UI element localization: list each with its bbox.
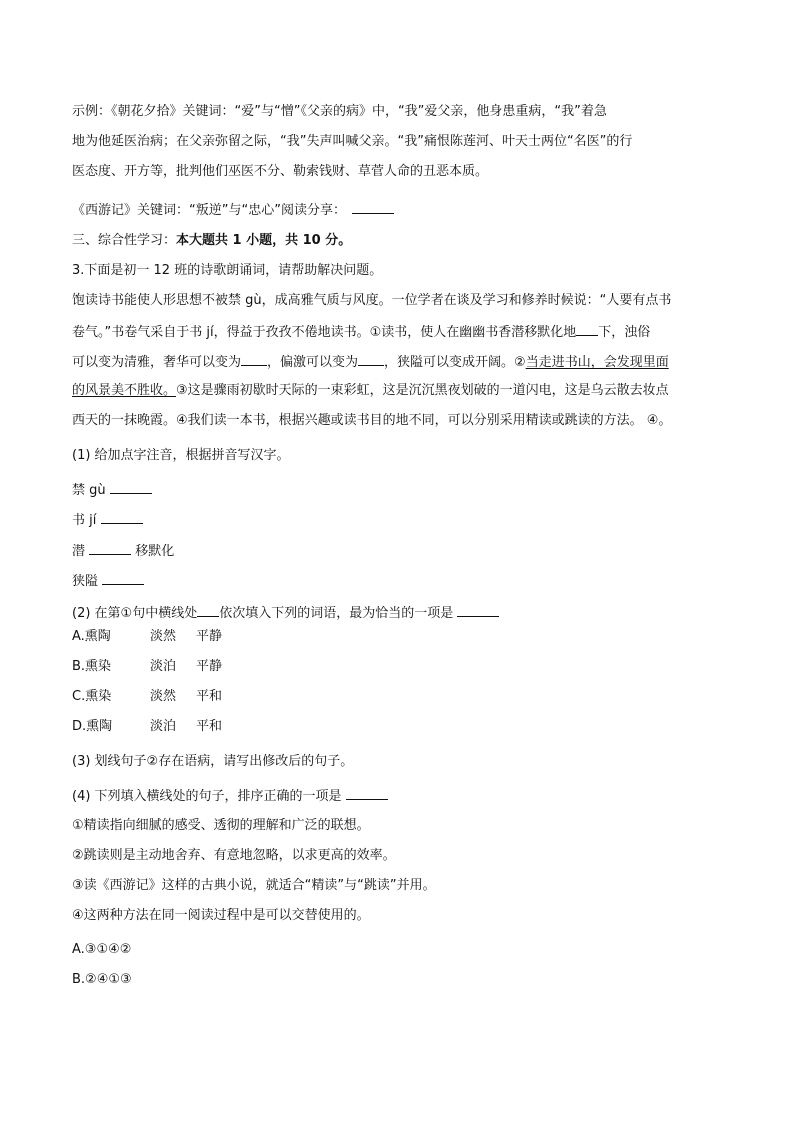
- passage-blank-3[interactable]: [358, 352, 384, 366]
- sub-question-2-prompt: [72, 603, 499, 623]
- passage-line-3-b: ，偏激可以变为: [267, 355, 359, 370]
- passage-blank-1[interactable]: [576, 322, 598, 336]
- underlined-sentence-2-part-2: 的风景美不胜收。: [72, 383, 177, 398]
- sub4-option-a[interactable]: A.③①④②: [72, 942, 132, 957]
- passage-line-3-a: 可以变为清雅，奢华可以变为: [72, 355, 242, 370]
- section-3-heading-bold: 本大题共 1 小题，共 10 分。: [176, 233, 352, 248]
- answer-blank[interactable]: [457, 603, 499, 617]
- sub4-prompt-text: (4) 下列填入横线处的句子，排序正确的一项是: [72, 789, 342, 804]
- section-3-heading-text: 三、综合性学习：: [72, 233, 177, 248]
- sub4-sentence-4: ④这两种方法在同一阅读过程中是可以交替使用的。: [72, 908, 370, 923]
- sub2-option-c[interactable]: [72, 688, 222, 706]
- sub4-option-b[interactable]: B.②④①③: [72, 972, 132, 987]
- option-label: D.熏陶: [72, 719, 113, 734]
- sub4-sentence-3: ③读《西游记》这样的古典小说，就适合“精读”与“跳读”并用。: [72, 878, 436, 893]
- sub2-prompt-b: 依次填入下列的词语，最为恰当的一项是: [219, 606, 454, 621]
- option-word-2: 淡泊: [150, 719, 177, 734]
- answer-blank[interactable]: [89, 541, 131, 555]
- example-line-3: 医态度、开方等，批判他们巫医不分、勒索钱财、草菅人命的丑恶本质。: [72, 164, 489, 179]
- answer-blank[interactable]: [110, 480, 152, 494]
- passage-blank-2[interactable]: [241, 352, 267, 366]
- sub2-prompt-a: (2) 在第①句中横线处: [72, 606, 198, 621]
- passage-line-1: 饱读诗书能使人形思想不被禁 gù，成高雅气质与风度。一位学者在谈及学习和修养时候说：“人要有点书: [72, 293, 672, 308]
- option-word-2: 淡然: [150, 689, 177, 704]
- sub1-item-2-label: 书 jí: [72, 513, 97, 528]
- journey-share-line: [72, 200, 394, 220]
- sub1-item-3-after: 移默化: [135, 544, 175, 559]
- sub2-option-d[interactable]: [72, 718, 222, 736]
- option-word-3: 平静: [196, 659, 223, 674]
- answer-blank[interactable]: [352, 200, 394, 214]
- option-word-3: 平和: [196, 719, 223, 734]
- option-label: C.熏染: [72, 689, 112, 704]
- underlined-sentence-2-part-1: 当走进书山，会发现里面: [525, 355, 669, 370]
- passage-line-3-c: ，狭隘可以变成开阔。②: [384, 355, 526, 370]
- option-word-3: 平静: [196, 629, 223, 644]
- question-3-title: 3.下面是初一 12 班的诗歌朗诵词，请帮助解决问题。: [72, 263, 383, 278]
- passage-line-5: 西天的一抹晚霞。④我们读一本书，根据兴趣或读书目的地不同，可以分别采用精读或跳读的方法。 ④。: [72, 413, 672, 428]
- passage-line-3: [72, 352, 669, 372]
- passage-line-2-end: 下，浊俗: [598, 325, 651, 340]
- example-line-2: 地为他延医治病；在父亲弥留之际，“我”失声叫喊父亲。“我”痛恨陈莲河、叶天士两位“名医”的行: [72, 134, 633, 149]
- example-line-1: 示例：《朝花夕拾》关键词：“爱”与“憎”《父亲的病》中，“我”爱父亲，他身患重病，“我”着急: [72, 104, 607, 119]
- passage-line-4-rest: ③这是骤雨初歇时天际的一束彩虹，这是沉沉黑夜划破的一道闪电，这是乌云散去妆点: [176, 383, 669, 398]
- option-word-3: 平和: [196, 689, 223, 704]
- sub1-item-1-label: 禁 gù: [72, 483, 106, 498]
- journey-share-prompt: 《西游记》关键词：“叛逆”与“忠心”阅读分享：: [72, 203, 346, 218]
- sub1-item-1: [72, 480, 152, 500]
- option-label: B.熏染: [72, 659, 112, 674]
- passage-line-2: [72, 322, 650, 342]
- sub2-option-a[interactable]: [72, 628, 222, 646]
- sub1-item-3: [72, 541, 174, 561]
- option-word-2: 淡然: [150, 629, 177, 644]
- sub-question-3-prompt: (3) 划线句子②存在语病，请写出修改后的句子。: [72, 754, 354, 769]
- sub-question-1-prompt: (1) 给加点字注音，根据拼音写汉字。: [72, 448, 290, 463]
- sub1-item-4: [72, 571, 144, 591]
- sub4-sentence-1: ①精读指向细腻的感受、透彻的理解和广泛的联想。: [72, 818, 370, 833]
- option-label: A.熏陶: [72, 629, 111, 644]
- sub1-item-4-label: 狭隘: [72, 574, 99, 589]
- sub1-item-2: [72, 510, 143, 530]
- answer-blank[interactable]: [102, 571, 144, 585]
- section-3-heading: [72, 232, 351, 250]
- sub2-option-b[interactable]: [72, 658, 222, 676]
- answer-blank[interactable]: [101, 510, 143, 524]
- option-word-2: 淡泊: [150, 659, 177, 674]
- passage-line-4: [72, 382, 669, 400]
- sub-question-4-prompt: [72, 786, 388, 806]
- sub1-item-3-label: 潜: [72, 544, 86, 559]
- passage-line-2-text: 卷气。”书卷气采自于书 jí，得益于孜孜不倦地读书。①读书，使人在幽幽书香潜移默化地: [72, 325, 577, 340]
- sub4-sentence-2: ②跳读则是主动地舍弃、有意地忽略，以求更高的效率。: [72, 848, 396, 863]
- answer-blank[interactable]: [346, 786, 388, 800]
- prompt-blank: [197, 603, 219, 617]
